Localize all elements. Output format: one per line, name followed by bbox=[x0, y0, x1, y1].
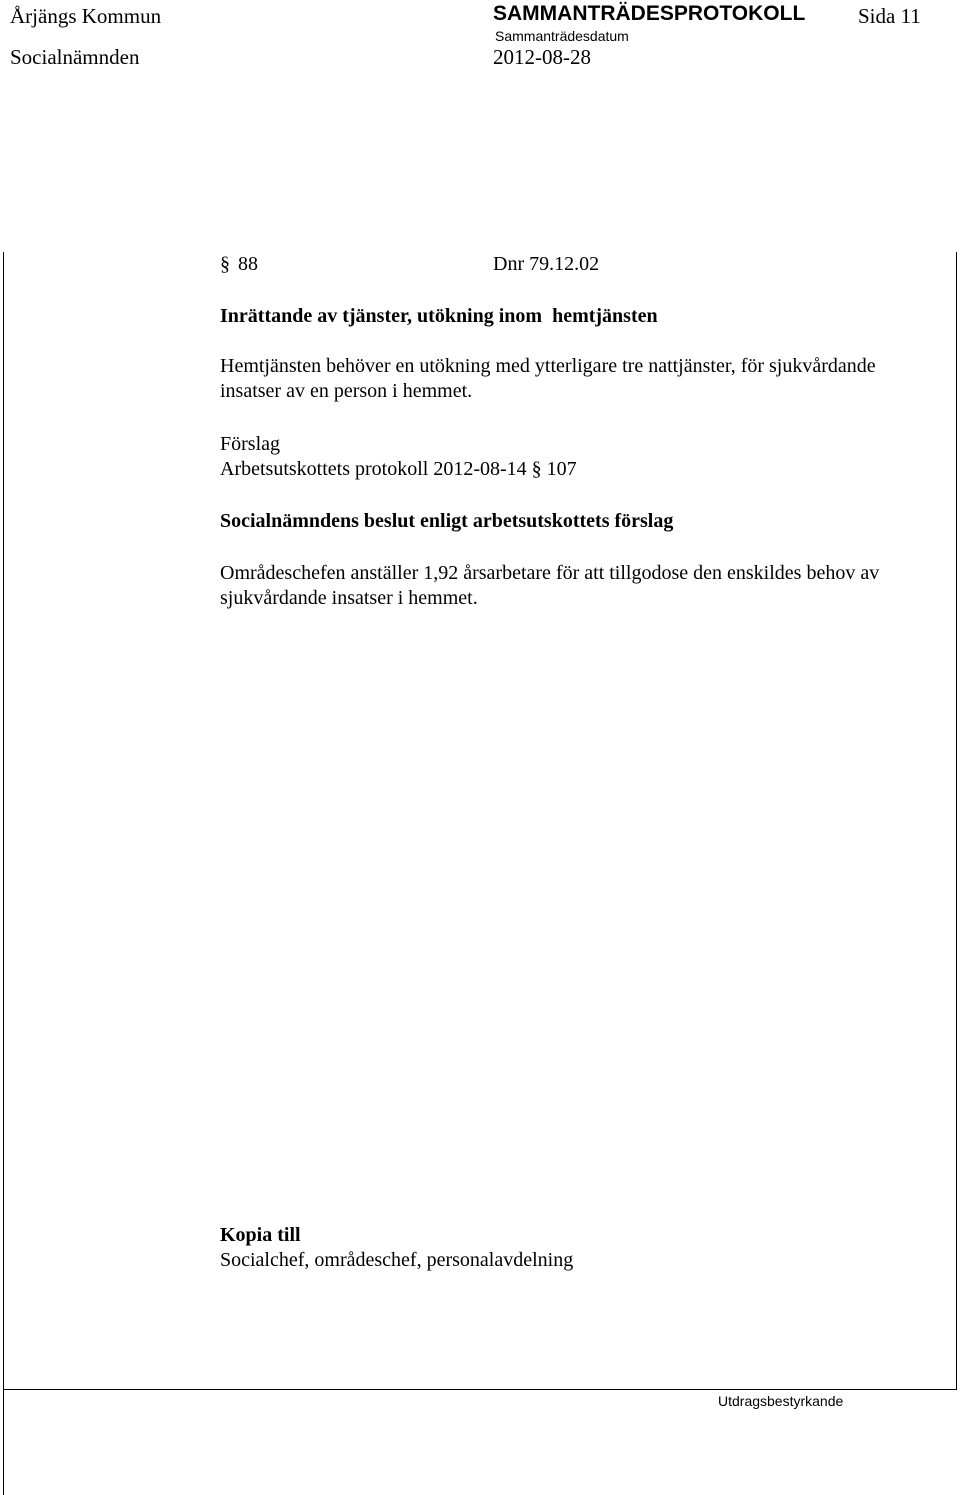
decision-line: sjukvårdande insatser i hemmet. bbox=[220, 587, 478, 609]
paragraph-number: 88 bbox=[238, 253, 258, 275]
document-type: SAMMANTRÄDESPROTOKOLL bbox=[493, 2, 806, 25]
certification-label: Utdragsbestyrkande bbox=[718, 1393, 844, 1409]
committee-name: Socialnämnden bbox=[10, 45, 140, 69]
intro-line: Hemtjänsten behöver en utökning med ytterligare tre nattjänster, för sjukvårdande bbox=[220, 355, 876, 377]
intro-line: insatser av en person i hemmet. bbox=[220, 380, 473, 402]
frame-bottom-border bbox=[3, 1389, 957, 1390]
meeting-date: 2012-08-28 bbox=[493, 45, 591, 69]
municipality-name: Årjängs Kommun bbox=[10, 4, 162, 28]
proposal-heading: Förslag bbox=[220, 433, 280, 455]
frame-left-border bbox=[3, 252, 4, 1495]
frame-right-border bbox=[956, 252, 957, 1390]
case-number: Dnr 79.12.02 bbox=[493, 253, 600, 275]
copy-recipients: Socialchef, områdeschef, personalavdelning bbox=[220, 1249, 574, 1271]
section-sign: § bbox=[220, 253, 230, 275]
decision-heading: Socialnämndens beslut enligt arbetsutskottets förslag bbox=[220, 510, 674, 532]
case-title: Inrättande av tjänster, utökning inom hemtjänsten bbox=[220, 305, 658, 327]
copy-heading: Kopia till bbox=[220, 1224, 301, 1246]
meeting-date-label: Sammanträdesdatum bbox=[495, 28, 629, 44]
decision-line: Områdeschefen anställer 1,92 årsarbetare för att tillgodose den enskildes behov av bbox=[220, 562, 880, 584]
page-number: Sida 11 bbox=[858, 4, 921, 28]
proposal-reference: Arbetsutskottets protokoll 2012-08-14 § 107 bbox=[220, 458, 577, 480]
